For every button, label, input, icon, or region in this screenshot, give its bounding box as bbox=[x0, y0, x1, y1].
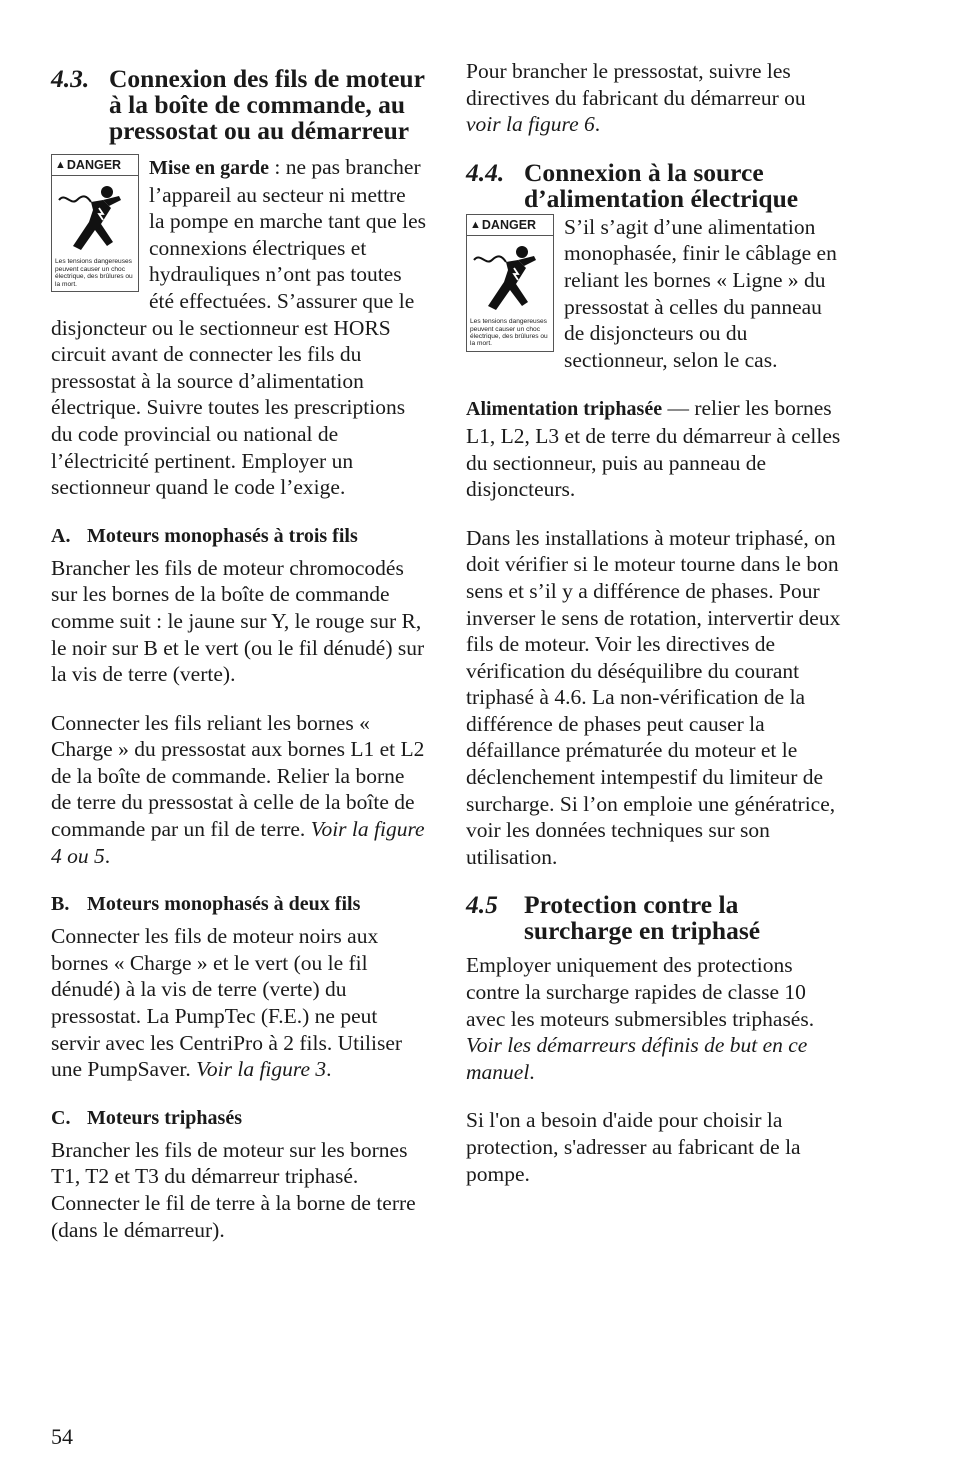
danger-text: Les tensions dangereuses peuvent causer un choc électrique, des brûlures ou la mort. bbox=[470, 318, 548, 348]
manual-reference: Voir les démarreurs définis de but en ce manuel bbox=[466, 1033, 808, 1084]
protection-paragraph: Employer uniquement des protections contre la surcharge rapides de classe 10 avec les moteurs submersibles triphasés. Voir les démarreurs définis de but en ce manuel. bbox=[466, 953, 815, 1084]
danger-label: ▲ DANGER Les tensions dangereuses peuvent causer un choc électrique, des brûlures ou la mort. bbox=[51, 154, 139, 292]
section-number: 4.4. bbox=[466, 157, 505, 187]
paragraph-c-1: Brancher les fils de moteur sur les bornes T1, T2 et T3 du démarreur triphasé. Connecter le fil de terre à la borne de terre (dans le démarreur). bbox=[51, 1137, 416, 1242]
section-title: Connexion des fils de moteur à la boîte de commande, au pressostat ou au démarreur bbox=[109, 64, 425, 145]
warning-block bbox=[466, 214, 841, 374]
paragraph-a-2: Connecter les fils reliant les bornes « Charge » du pressostat aux bornes L1 et L2 de la boîte de commande. Relier la borne de terre du pressostat à celle de la boîte de commande par un fil de terre. Voir la figure 4 ou 5. bbox=[51, 710, 425, 868]
monophase-paragraph: S’il s’agit d’une alimentation monophasée, finir le câblage en reliant les bornes « Ligne » du pressostat à celles du panneau de disjoncteurs ou du sectionneur, selon le cas. bbox=[564, 214, 837, 372]
section-number: 4.3. bbox=[51, 64, 90, 93]
warning-block bbox=[51, 154, 426, 501]
warning-lead: Mise en garde bbox=[149, 157, 269, 179]
intro-paragraph: Pour brancher le pressostat, suivre les directives du fabricant du démarreur ou voir la figure 6. bbox=[466, 59, 806, 137]
triphase-lead: Alimentation triphasée bbox=[466, 398, 663, 421]
triphase-paragraph: Alimentation triphasée — relier les bornes L1, L2, L3 et de terre du démarreur à celles du sectionneur, puis au panneau de disjoncteurs. bbox=[466, 396, 841, 502]
page-number: 54 bbox=[51, 1424, 73, 1449]
warning-paragraph: Mise en garde : ne pas brancher l’appareil au secteur ni mettre la pompe en marche tant que les connexions électriques et hydrauliques n’ont pas toutes été effectuées. S’assurer que le disjoncteur ou le sectionneur est HORS circuit avant de connecter les fils du pressostat à la source d’alimentation électrique. Suivre toutes les prescriptions du code provincial ou national de l’électricité pertinent. Employer un sectionneur quand le code l’exige. bbox=[51, 155, 427, 500]
warning-triangle-icon: ▲ bbox=[55, 159, 66, 171]
figure-reference: Voir la figure 4 ou 5 bbox=[51, 817, 425, 868]
subheading-c: C. Moteurs triphasés bbox=[51, 1106, 242, 1129]
warning-triangle-icon: ▲ bbox=[470, 218, 481, 231]
heading-4-4 bbox=[466, 157, 841, 213]
heading-4-3 bbox=[51, 66, 426, 144]
paragraph-b-1: Connecter les fils de moteur noirs aux bornes « Charge » et le vert (ou le fil dénudé) à la vis de terre (verte) du pressostat. La PumpTec (F.E.) ne peut servir avec les CentriPro à 2 fils. Utiliser une PumpSaver. Voir la figure 3. bbox=[51, 924, 403, 1082]
help-paragraph: Si l'on a besoin d'aide pour choisir la protection, s'adresser au fabricant de la pompe. bbox=[466, 1108, 801, 1186]
installation-paragraph: Dans les installations à moteur triphasé, on doit vérifier si le moteur tourne dans le bon sens et s’il y a différence de phases. Pour inverser le sens de rotation, intervertir deux fils de moteur. Voir les directives de vérification du déséquilibre du courant triphasé à 4.6. La non-vérification de la différence de phases peut causer la défaillance prématurée du moteur et le déclenchement intempestif du limiteur de surcharge. Si l’on emploie une génératrice, voir les données techniques sur son utilisation. bbox=[466, 525, 841, 869]
danger-label: ▲ DANGER Les tensions dangereuses peuvent causer un choc électrique, des brûlures ou la mort. bbox=[466, 214, 554, 352]
paragraph-a-1: Brancher les fils de moteur chromocodés sur les bornes de la boîte de commande comme suit : le jaune sur Y, le rouge sur R, le noir sur B et le vert (ou le fil dénudé) sur la vis de terre (verte). bbox=[51, 555, 425, 687]
electric-shock-icon bbox=[55, 178, 135, 262]
danger-text: Les tensions dangereuses peuvent causer un choc électrique, des brûlures ou la mort. bbox=[55, 258, 133, 288]
electric-shock-icon bbox=[470, 238, 550, 322]
figure-reference: Voir la figure 3 bbox=[196, 1057, 327, 1082]
section-title: Connexion à la source d’alimentation électrique bbox=[524, 157, 799, 213]
section-number: 4.5 bbox=[466, 890, 498, 920]
subheading-b: B. Moteurs monophasés à deux fils bbox=[51, 893, 361, 916]
left-column bbox=[51, 58, 426, 1243]
right-column bbox=[466, 58, 841, 1187]
section-title: Protection contre la surcharge en triphasé bbox=[524, 890, 761, 946]
figure-reference: voir la figure 6 bbox=[466, 112, 595, 137]
subheading-a: A. Moteurs monophasés à trois fils bbox=[51, 524, 358, 547]
heading-4-5 bbox=[466, 892, 841, 944]
